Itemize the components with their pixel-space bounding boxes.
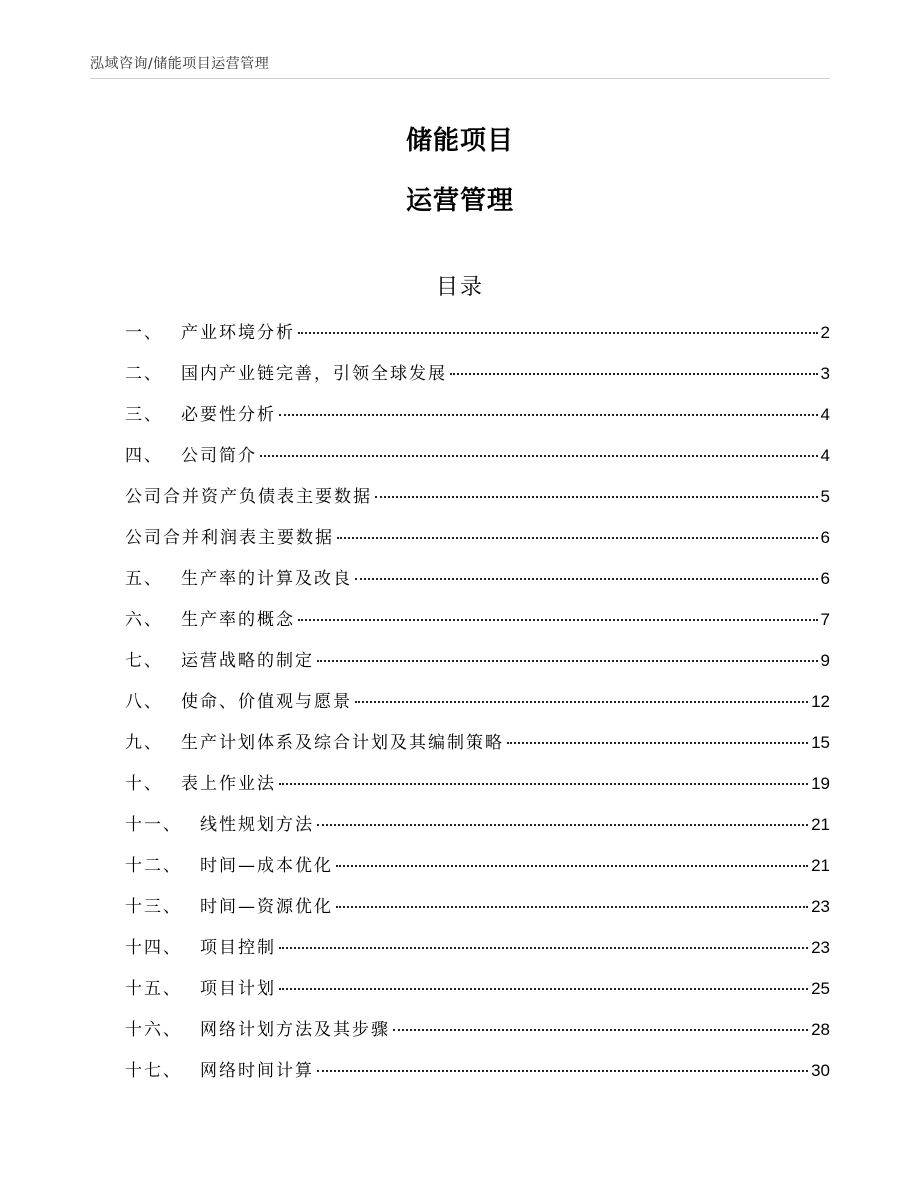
- toc-dot-leader: [279, 988, 808, 990]
- toc-dot-leader: [317, 824, 808, 826]
- toc-entry-label: 网络时间计算: [200, 1061, 314, 1081]
- toc-entry-page-number: 15: [811, 733, 830, 752]
- toc-entry[interactable]: [125, 892, 830, 933]
- toc-entry-page-number: 21: [811, 815, 830, 834]
- toc-entry[interactable]: [125, 687, 830, 728]
- toc-dot-leader: [317, 1070, 808, 1072]
- toc-entry-number: 三、: [125, 405, 163, 425]
- toc-entry-page-number: 23: [811, 938, 830, 957]
- header-divider: [90, 78, 830, 79]
- toc-entry-number: 四、: [125, 446, 163, 466]
- toc-entry-label: 线性规划方法: [200, 815, 314, 835]
- toc-entry-page-number: 30: [811, 1061, 830, 1080]
- toc-entry-number: 一、: [125, 323, 163, 343]
- toc-entry[interactable]: [125, 974, 830, 1015]
- toc-entry-number: 十一、: [125, 815, 182, 835]
- toc-entry-page-number: 4: [820, 446, 830, 465]
- toc-dot-leader: [279, 947, 808, 949]
- toc-dot-leader: [260, 455, 818, 457]
- toc-dot-leader: [336, 906, 808, 908]
- toc-entry[interactable]: [125, 482, 830, 523]
- toc-entry[interactable]: [125, 605, 830, 646]
- document-title-line-1: 储能项目: [405, 126, 514, 156]
- toc-dot-leader: [336, 865, 808, 867]
- toc-entry[interactable]: [125, 851, 830, 892]
- toc-entry[interactable]: [125, 564, 830, 605]
- toc-entry[interactable]: [125, 810, 830, 851]
- toc-entry-label: 使命、价值观与愿景: [181, 692, 352, 712]
- toc-entry-label: 必要性分析: [181, 405, 276, 425]
- toc-entry-number: 十七、: [125, 1061, 182, 1081]
- toc-entry-number: 二、: [125, 364, 163, 384]
- document-title-line-2: 运营管理: [405, 186, 514, 216]
- toc-entry-page-number: 6: [820, 569, 830, 588]
- toc-entry-label: 公司简介: [181, 446, 257, 466]
- toc-entry-page-number: 9: [820, 651, 830, 670]
- toc-entry-label: 项目计划: [200, 979, 276, 999]
- toc-entry-number: 八、: [125, 692, 163, 712]
- toc-entry-number: 十六、: [125, 1020, 182, 1040]
- toc-entry-page-number: 5: [820, 487, 830, 506]
- toc-entry-label: 运营战略的制定: [181, 651, 314, 671]
- toc-entry-number: 十二、: [125, 856, 182, 876]
- toc-entry-label: 表上作业法: [181, 774, 276, 794]
- toc-entry-page-number: 12: [811, 692, 830, 711]
- toc-dot-leader: [393, 1029, 808, 1031]
- toc-entry-label: 网络计划方法及其步骤: [200, 1020, 390, 1040]
- toc-entry[interactable]: [125, 400, 830, 441]
- toc-entry-page-number: 3: [820, 364, 830, 383]
- toc-dot-leader: [450, 373, 818, 375]
- toc-entry-page-number: 4: [820, 405, 830, 424]
- toc-entry-label: 产业环境分析: [181, 323, 295, 343]
- toc-entry[interactable]: [125, 359, 830, 400]
- toc-dot-leader: [337, 537, 818, 539]
- toc-entry-label: 公司合并资产负债表主要数据: [125, 487, 372, 507]
- toc-entry-page-number: 28: [811, 1020, 830, 1039]
- toc-entry-page-number: 23: [811, 897, 830, 916]
- toc-entry-label: 公司合并利润表主要数据: [125, 528, 334, 548]
- toc-entry-label: 时间—成本优化: [200, 856, 333, 876]
- toc-entry[interactable]: [125, 728, 830, 769]
- toc-dot-leader: [355, 578, 818, 580]
- toc-entry-label: 生产率的计算及改良: [181, 569, 352, 589]
- toc-entry-number: 十五、: [125, 979, 182, 999]
- toc-dot-leader: [279, 414, 818, 416]
- toc-entry[interactable]: [125, 769, 830, 810]
- toc-entry[interactable]: [125, 523, 830, 564]
- toc-entry-number: 七、: [125, 651, 163, 671]
- toc-dot-leader: [298, 619, 818, 621]
- toc-dot-leader: [298, 332, 818, 334]
- toc-dot-leader: [375, 496, 818, 498]
- toc-entry[interactable]: [125, 441, 830, 482]
- toc-entry-label: 项目控制: [200, 938, 276, 958]
- toc-entry-label: 国内产业链完善，引领全球发展: [181, 364, 447, 384]
- toc-entry-label: 生产计划体系及综合计划及其编制策略: [181, 733, 504, 753]
- toc-dot-leader: [355, 701, 808, 703]
- toc-entry-number: 十、: [125, 774, 163, 794]
- toc-entry-page-number: 7: [820, 610, 830, 629]
- toc-entry-number: 六、: [125, 610, 163, 630]
- toc-entry-number: 十三、: [125, 897, 182, 917]
- toc-dot-leader: [279, 783, 808, 785]
- toc-entry-label: 时间—资源优化: [200, 897, 333, 917]
- toc-entry-label: 生产率的概念: [181, 610, 295, 630]
- running-header: 泓域咨询/储能项目运营管理: [90, 56, 270, 72]
- toc-entry-number: 十四、: [125, 938, 182, 958]
- toc-entry-page-number: 2: [820, 323, 830, 342]
- toc-dot-leader: [507, 742, 808, 744]
- toc-entry[interactable]: [125, 318, 830, 359]
- toc-entry[interactable]: [125, 933, 830, 974]
- toc-entry-page-number: 25: [811, 979, 830, 998]
- toc-entry-page-number: 6: [820, 528, 830, 547]
- toc-entry[interactable]: [125, 646, 830, 687]
- toc-entry-page-number: 19: [811, 774, 830, 793]
- toc-entry[interactable]: [125, 1056, 830, 1097]
- table-of-contents: [125, 318, 830, 1097]
- toc-entry-number: 五、: [125, 569, 163, 589]
- toc-heading: 目录: [435, 275, 484, 300]
- toc-entry[interactable]: [125, 1015, 830, 1056]
- toc-dot-leader: [317, 660, 818, 662]
- toc-entry-page-number: 21: [811, 856, 830, 875]
- toc-entry-number: 九、: [125, 733, 163, 753]
